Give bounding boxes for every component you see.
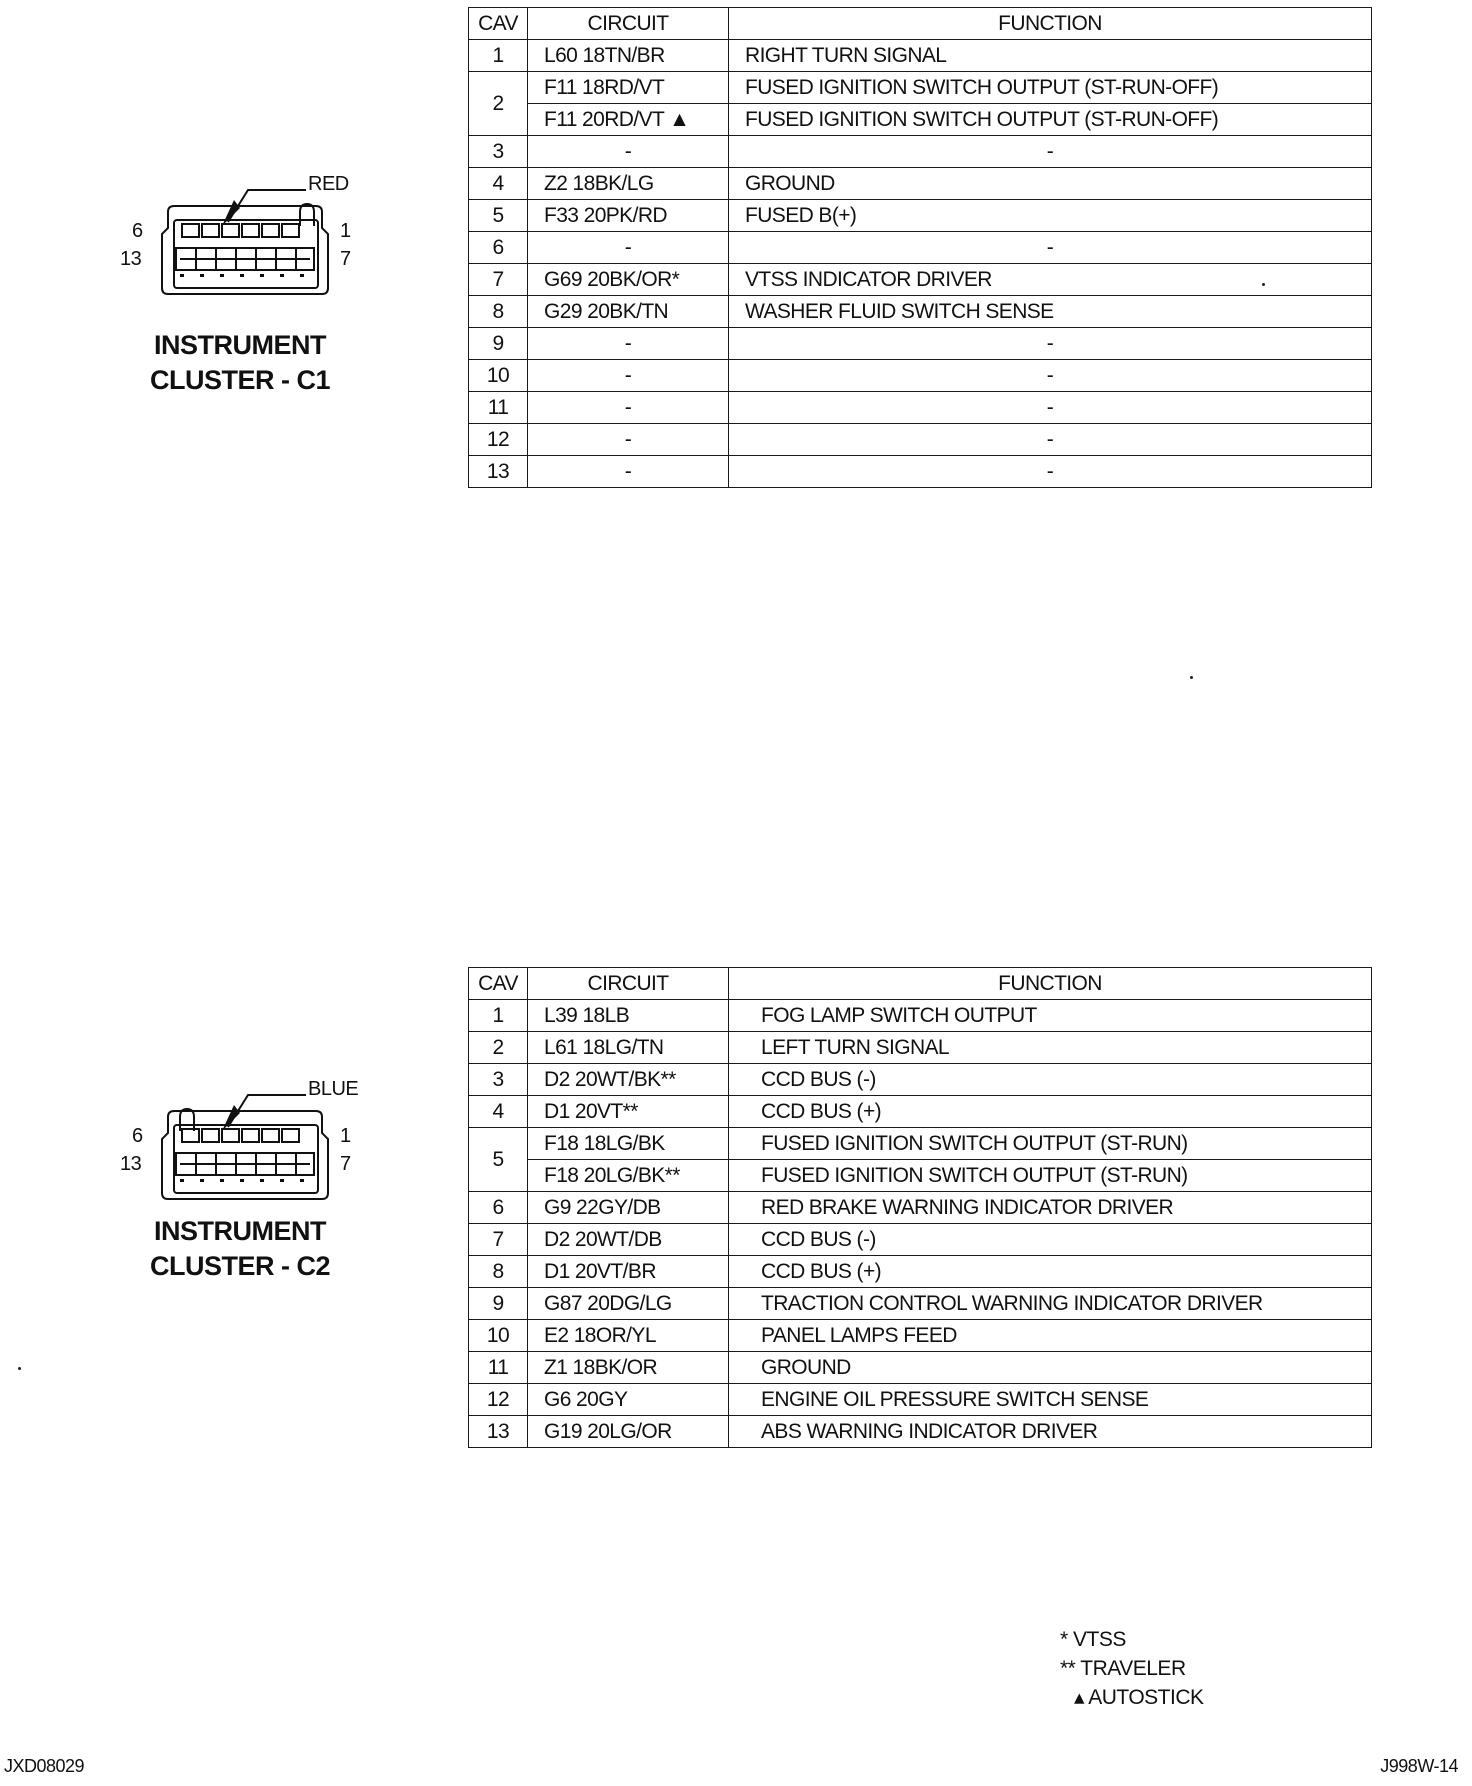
cell-function: CCD BUS (+) xyxy=(729,1096,1372,1128)
cell-circuit: G19 20LG/OR xyxy=(528,1416,729,1448)
legend-item-vtss: * VTSS xyxy=(1060,1628,1126,1651)
header-cav: CAV xyxy=(469,968,528,1000)
cell-function: CCD BUS (-) xyxy=(729,1224,1372,1256)
connector-diagram-c1 xyxy=(110,160,360,310)
table-row xyxy=(469,104,1372,136)
cell-function: FUSED IGNITION SWITCH OUTPUT (ST-RUN-OFF) xyxy=(729,104,1372,136)
cell-function: FUSED B(+) xyxy=(729,200,1372,232)
pin-label-bottom-right: 7 xyxy=(340,1153,351,1175)
pinout-table-c2 xyxy=(468,967,1372,1448)
connector-color-label: BLUE xyxy=(308,1078,359,1100)
cell-cav: 8 xyxy=(469,296,528,328)
header-function: FUNCTION xyxy=(729,8,1372,40)
footer-document-code: JXD08029 xyxy=(4,1756,85,1776)
table-row xyxy=(469,1384,1372,1416)
cell-circuit: - xyxy=(528,392,729,424)
cell-function: - xyxy=(729,456,1372,488)
header-cav: CAV xyxy=(469,8,528,40)
cell-circuit: F18 20LG/BK** xyxy=(528,1160,729,1192)
cell-circuit: G9 22GY/DB xyxy=(528,1192,729,1224)
cell-function: CCD BUS (-) xyxy=(729,1064,1372,1096)
cell-circuit: D1 20VT** xyxy=(528,1096,729,1128)
pinout-table-c1 xyxy=(468,7,1372,488)
cell-circuit: - xyxy=(528,360,729,392)
table-row xyxy=(469,1064,1372,1096)
cell-circuit: D1 20VT/BR xyxy=(528,1256,729,1288)
scan-speck xyxy=(18,1367,21,1370)
table-row xyxy=(469,424,1372,456)
cell-circuit: - xyxy=(528,328,729,360)
connector-color-label: RED xyxy=(308,173,349,195)
cell-function: - xyxy=(729,232,1372,264)
header-circuit: CIRCUIT xyxy=(528,968,729,1000)
cell-cav: 2 xyxy=(469,1032,528,1064)
cell-circuit: L60 18TN/BR xyxy=(528,40,729,72)
pin-label-top-left: 6 xyxy=(132,1125,143,1147)
cell-cav: 10 xyxy=(469,1320,528,1352)
table-row xyxy=(469,1032,1372,1064)
cell-function: RIGHT TURN SIGNAL xyxy=(729,40,1372,72)
cell-circuit: L61 18LG/TN xyxy=(528,1032,729,1064)
cell-circuit: D2 20WT/DB xyxy=(528,1224,729,1256)
legend-item-autostick: ▴ AUTOSTICK xyxy=(1074,1686,1204,1709)
table-row xyxy=(469,200,1372,232)
pinout-table-body xyxy=(469,40,1372,488)
cell-circuit: F18 18LG/BK xyxy=(528,1128,729,1160)
cell-cav: 2 xyxy=(469,72,528,136)
pin-label-top-left: 6 xyxy=(132,220,143,242)
pin-label-bottom-right: 7 xyxy=(340,248,351,270)
connector-name-c1 xyxy=(110,328,370,398)
table-row xyxy=(469,296,1372,328)
cell-function: WASHER FLUID SWITCH SENSE xyxy=(729,296,1372,328)
scan-speck xyxy=(1190,676,1193,679)
cell-cav: 8 xyxy=(469,1256,528,1288)
cell-cav: 12 xyxy=(469,424,528,456)
table-row xyxy=(469,1320,1372,1352)
cell-function: - xyxy=(729,392,1372,424)
table-row xyxy=(469,232,1372,264)
pin-label-bottom-left: 13 xyxy=(120,248,142,270)
cell-function: PANEL LAMPS FEED xyxy=(729,1320,1372,1352)
cell-cav: 11 xyxy=(469,392,528,424)
table-row xyxy=(469,1000,1372,1032)
cell-cav: 1 xyxy=(469,1000,528,1032)
cell-cav: 11 xyxy=(469,1352,528,1384)
table-row xyxy=(469,40,1372,72)
cell-function: RED BRAKE WARNING INDICATOR DRIVER xyxy=(729,1192,1372,1224)
pinout-table-body xyxy=(469,1000,1372,1448)
table-row xyxy=(469,1192,1372,1224)
cell-circuit: G6 20GY xyxy=(528,1384,729,1416)
cell-circuit: G29 20BK/TN xyxy=(528,296,729,328)
cell-function: GROUND xyxy=(729,168,1372,200)
cell-circuit: G69 20BK/OR* xyxy=(528,264,729,296)
cell-function: TRACTION CONTROL WARNING INDICATOR DRIVER xyxy=(729,1288,1372,1320)
table-row xyxy=(469,136,1372,168)
connector-name-line2: CLUSTER - C2 xyxy=(149,1251,330,1281)
cell-function: ENGINE OIL PRESSURE SWITCH SENSE xyxy=(729,1384,1372,1416)
table-header-row xyxy=(469,8,1372,40)
connector-name-line1: INSTRUMENT xyxy=(154,1216,326,1246)
table-row xyxy=(469,328,1372,360)
table-row xyxy=(469,72,1372,104)
cell-cav: 13 xyxy=(469,1416,528,1448)
cell-cav: 9 xyxy=(469,328,528,360)
cell-function: FUSED IGNITION SWITCH OUTPUT (ST-RUN) xyxy=(729,1128,1372,1160)
cell-function: FUSED IGNITION SWITCH OUTPUT (ST-RUN) xyxy=(729,1160,1372,1192)
cell-cav: 6 xyxy=(469,232,528,264)
cell-cav: 7 xyxy=(469,264,528,296)
table-row xyxy=(469,1256,1372,1288)
table-row xyxy=(469,1160,1372,1192)
cell-circuit: Z2 18BK/LG xyxy=(528,168,729,200)
cell-circuit: F11 18RD/VT xyxy=(528,72,729,104)
cell-cav: 1 xyxy=(469,40,528,72)
cell-cav: 12 xyxy=(469,1384,528,1416)
table-row xyxy=(469,1288,1372,1320)
cell-cav: 10 xyxy=(469,360,528,392)
cell-cav: 13 xyxy=(469,456,528,488)
cell-cav: 3 xyxy=(469,1064,528,1096)
cell-cav: 9 xyxy=(469,1288,528,1320)
table-row xyxy=(469,1128,1372,1160)
cell-circuit: Z1 18BK/OR xyxy=(528,1352,729,1384)
cell-function: FUSED IGNITION SWITCH OUTPUT (ST-RUN-OFF) xyxy=(729,72,1372,104)
table-row xyxy=(469,392,1372,424)
connector-diagram-c2 xyxy=(110,1065,360,1215)
connector-name-c2 xyxy=(110,1214,370,1284)
cell-cav: 7 xyxy=(469,1224,528,1256)
cell-function: FOG LAMP SWITCH OUTPUT xyxy=(729,1000,1372,1032)
cell-function: - xyxy=(729,136,1372,168)
cell-function: VTSS INDICATOR DRIVER xyxy=(729,264,1372,296)
cell-circuit: L39 18LB xyxy=(528,1000,729,1032)
cell-cav: 4 xyxy=(469,1096,528,1128)
legend xyxy=(1060,1625,1204,1712)
cell-function: - xyxy=(729,360,1372,392)
table-row xyxy=(469,456,1372,488)
cell-circuit: E2 18OR/YL xyxy=(528,1320,729,1352)
cell-circuit: - xyxy=(528,136,729,168)
cell-cav: 3 xyxy=(469,136,528,168)
table-row xyxy=(469,1096,1372,1128)
cell-function: GROUND xyxy=(729,1352,1372,1384)
cell-cav: 6 xyxy=(469,1192,528,1224)
header-circuit: CIRCUIT xyxy=(528,8,729,40)
table-row xyxy=(469,264,1372,296)
pin-label-top-right: 1 xyxy=(340,1125,351,1147)
pin-label-top-right: 1 xyxy=(340,220,351,242)
table-row xyxy=(469,1224,1372,1256)
cell-function: - xyxy=(729,328,1372,360)
cell-function: ABS WARNING INDICATOR DRIVER xyxy=(729,1416,1372,1448)
cell-cav: 5 xyxy=(469,200,528,232)
table-row xyxy=(469,360,1372,392)
connector-name-line1: INSTRUMENT xyxy=(154,330,326,360)
cell-circuit: - xyxy=(528,424,729,456)
cell-cav: 5 xyxy=(469,1128,528,1192)
cell-circuit: - xyxy=(528,232,729,264)
table-header-row xyxy=(469,968,1372,1000)
scan-speck xyxy=(1262,283,1265,286)
connector-name-line2: CLUSTER - C1 xyxy=(149,365,330,395)
cell-cav: 4 xyxy=(469,168,528,200)
cell-function: LEFT TURN SIGNAL xyxy=(729,1032,1372,1064)
cell-circuit: F11 20RD/VT ▲ xyxy=(528,104,729,136)
table-row xyxy=(469,1352,1372,1384)
connector-section-c1 xyxy=(0,0,1472,520)
cell-circuit: F33 20PK/RD xyxy=(528,200,729,232)
legend-item-traveler: ** TRAVELER xyxy=(1060,1657,1186,1680)
cell-circuit: - xyxy=(528,456,729,488)
table-row xyxy=(469,1416,1372,1448)
cell-circuit: D2 20WT/BK** xyxy=(528,1064,729,1096)
table-row xyxy=(469,168,1372,200)
cell-function: - xyxy=(729,424,1372,456)
footer-figure-code: J998W-14 xyxy=(1380,1756,1458,1776)
cell-circuit: G87 20DG/LG xyxy=(528,1288,729,1320)
connector-section-c2 xyxy=(0,960,1472,1480)
pin-label-bottom-left: 13 xyxy=(120,1153,142,1175)
cell-function: CCD BUS (+) xyxy=(729,1256,1372,1288)
header-function: FUNCTION xyxy=(729,968,1372,1000)
